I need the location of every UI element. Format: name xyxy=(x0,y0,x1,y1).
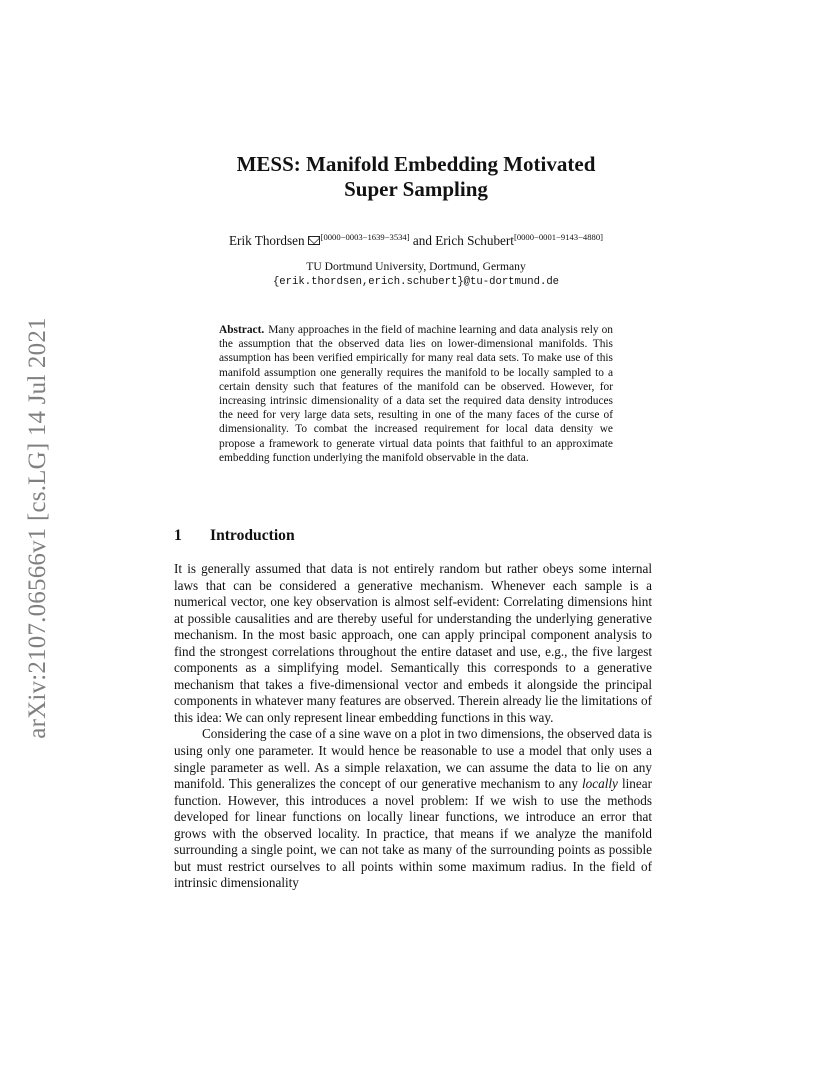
author-name-1: Erik Thordsen xyxy=(229,233,305,248)
paragraph-2-end: linear function. However, this introduces a novel problem: If we wish to use the methods developed for linear functions on locally linear functions, we introduce an error that grows with the observed locality. In practice, that means if we analyze the manifold surrounding a single point, we can not take as many of the surrounding points as possible but must restrict ourselves to all points within some maximum radius. In the field of intrinsic dimensionality xyxy=(174,776,652,891)
abstract-text: Many approaches in the field of machine learning and data analysis rely on the assumption that the observed data lies on lower-dimensional manifolds. This assumption has been verified empirically for many real data sets. To make use of this manifold assumption one generally requires the manifold to be locally sampled to a certain density such that features of the manifold can be observed. However, for increasing intrinsic dimensionality of a data set the required data density introduces the need for very large data sets, resulting in one of the many faces of the curse of dimensionality. To combat the increased requirement for local data density we propose a framework to generate virtual data points that faithful to an approximate embedding function underlying the manifold observable in the data. xyxy=(219,324,613,464)
title-line-1: MESS: Manifold Embedding Motivated xyxy=(236,152,596,176)
orcid-2: [0000−0001−9143−4880] xyxy=(513,232,603,242)
paragraph-1: It is generally assumed that data is not entirely random but rather obeys some internal laws that can be considered a generative mechanism. Whenever each sample is a numerical vector, one key observation is almost self-evident: Correlating dimensions hint at possible causalities and are thereby useful for understanding the underlying generative mechanism. In the most basic approach, one can apply principal component analysis to find the strongest correlations throughout the entire dataset and use, e.g., the five largest components as a simplifying model. Semantically this corresponds to a generative mechanism that takes a five-dimensional vector and embeds it alongside the principal components in whatever many features are observed. Therein already lie the limitations of this idea: We can only represent linear embedding functions in this way. xyxy=(174,561,652,725)
author-conjunction: and xyxy=(409,233,436,248)
section-body xyxy=(174,561,652,892)
paragraph-2-start: Considering the case of a sine wave on a plot in two dimensions, the observed data is using only one parameter. It would hence be reasonable to use a model that only uses a single parameter as well. As a simple relaxation, we can assume the data to lie on any manifold. This generalizes the concept of our generative mechanism to any xyxy=(174,726,652,792)
title-line-2: Super Sampling xyxy=(344,177,488,201)
author-line xyxy=(130,229,702,249)
orcid-1: [0000−0003−1639−3534] xyxy=(320,232,410,242)
paper-title xyxy=(160,152,672,202)
arxiv-identifier-stamp xyxy=(18,298,58,758)
section-title: Introduction xyxy=(210,527,295,544)
abstract-label: Abstract. xyxy=(219,324,265,336)
envelope-icon xyxy=(308,236,320,245)
section-number: 1 xyxy=(174,527,182,544)
arxiv-stamp-text: arXiv:2107.06566v1 [cs.LG] 14 Jul 2021 xyxy=(24,317,51,739)
author-email: {erik.thordsen,erich.schubert}@tu-dortmund.de xyxy=(272,276,560,288)
paragraph-2 xyxy=(174,726,652,891)
author-name-2: Erich Schubert xyxy=(435,233,514,248)
emphasis-locally: locally xyxy=(582,776,618,792)
affiliation: TU Dortmund University, Dortmund, Germany xyxy=(306,260,526,273)
section-heading xyxy=(174,527,295,545)
abstract xyxy=(219,323,613,465)
